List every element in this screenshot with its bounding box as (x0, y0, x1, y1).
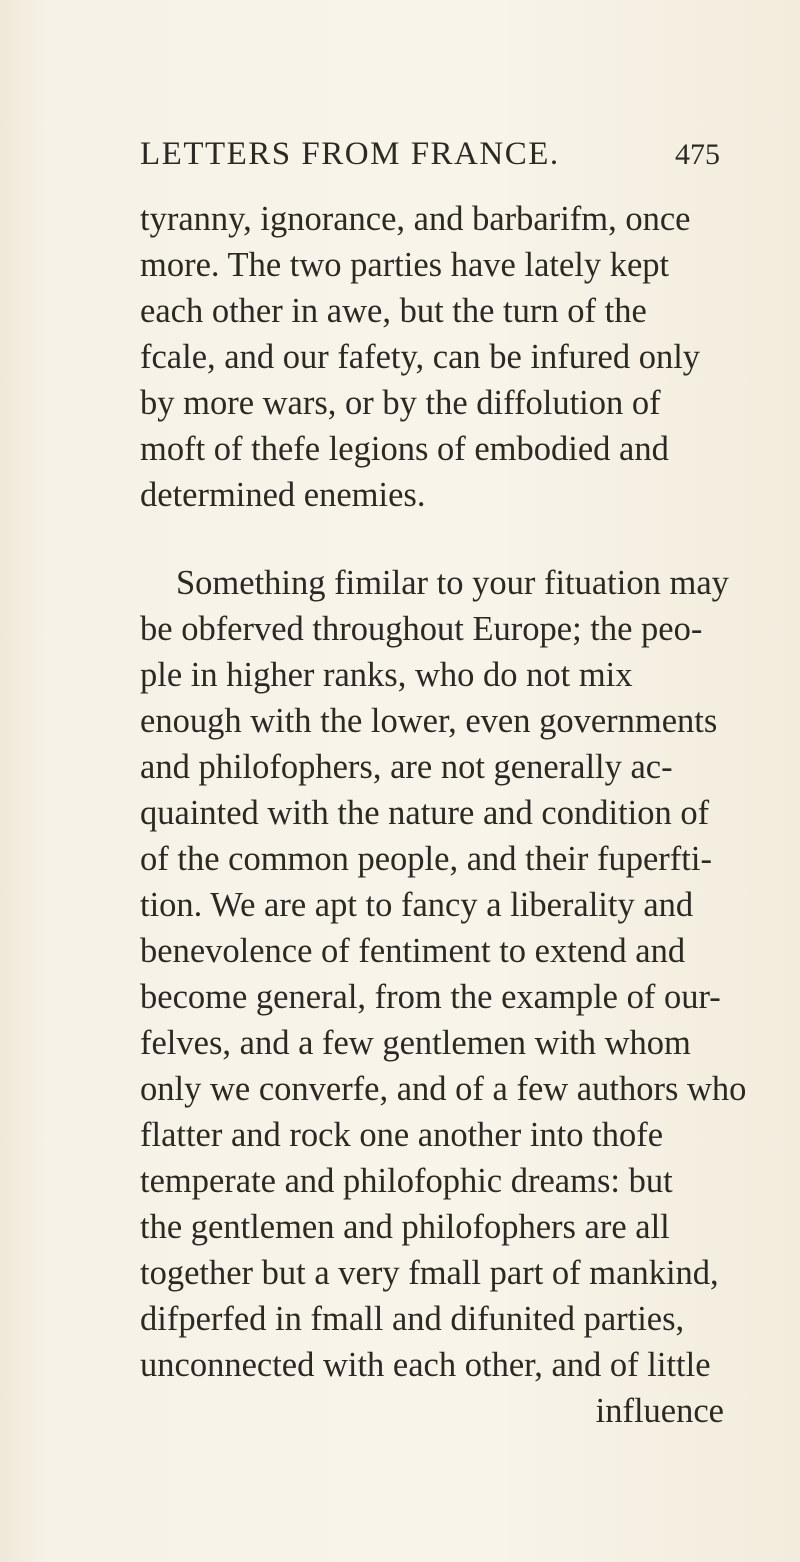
text-line: fcale, and our fafety, can be infured only (140, 338, 701, 376)
text-line: temperate and philofophic dreams: but (140, 1162, 673, 1200)
text-line: and philofophers, are not generally ac- (140, 748, 673, 786)
text-line: moft of thefe legions of embodied and (140, 430, 669, 468)
text-line: each other in awe, but the turn of the (140, 292, 647, 330)
running-title: LETTERS FROM FRANCE. (140, 136, 560, 172)
text-line: of the common people, and their fuperfti- (140, 840, 712, 878)
page-number: 475 (675, 138, 720, 171)
text-line: unconnected with each other, and of little (140, 1346, 711, 1384)
text-line: Something fimilar to your fituation may (176, 564, 729, 602)
text-line: benevolence of fentiment to extend and (140, 932, 686, 970)
text-line: quainted with the nature and condition of (140, 794, 710, 832)
text-line: be obferved throughout Europe; the peo- (140, 610, 703, 648)
text-line: together but a very fmall part of mankind, (140, 1254, 719, 1292)
text-line: tion. We are apt to fancy a liberality and (140, 886, 694, 924)
text-line: tyranny, ignorance, and barbarifm, once (140, 200, 691, 238)
text-line: only we converfe, and of a few authors who (140, 1070, 747, 1108)
catchword: influence (595, 1392, 724, 1430)
text-line: by more wars, or by the diffolution of (140, 384, 661, 422)
body-text (140, 196, 747, 1434)
text-line: the gentlemen and philofophers are all (140, 1208, 670, 1246)
paragraph-gap (140, 518, 732, 560)
text-line: difperfed in fmall and difunited parties, (140, 1300, 685, 1338)
text-line: flatter and rock one another into thofe (140, 1116, 664, 1154)
text-line: felves, and a few gentlemen with whom (140, 1024, 691, 1062)
paragraph-2 (140, 560, 747, 1388)
text-line: ple in higher ranks, who do not mix (140, 656, 633, 694)
paragraph-1 (140, 196, 732, 518)
text-line: more. The two parties have lately kept (140, 246, 670, 284)
running-head (140, 136, 720, 176)
text-line: enough with the lower, even governments (140, 702, 718, 740)
text-line: become general, from the example of our- (140, 978, 721, 1016)
text-line: determined enemies. (140, 476, 426, 514)
